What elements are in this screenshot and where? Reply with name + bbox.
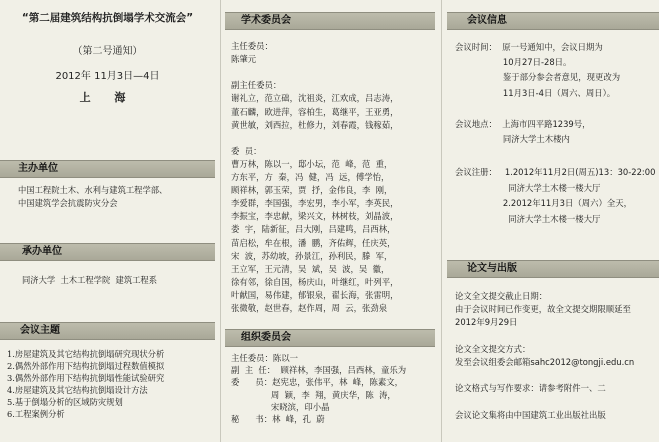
topics-heading: 会议主题 (20, 325, 60, 336)
papers-line: 发至会议组委会邮箱sahc2012@tongji.edu.cn (455, 357, 635, 367)
fold-line (441, 0, 442, 442)
committee-line: 王立军，王元清，吴 斌，吴 波，吴 徽， (231, 263, 390, 274)
committee-line: 李振宝，李忠献，梁兴文，林树枝，刘晶波， (231, 211, 399, 222)
topics-bar (0, 322, 215, 340)
committee-line: 曹万林，陈以一，邸小坛，范 峰，范 重， (231, 158, 393, 169)
meeting-info-bar (447, 12, 659, 30)
committee-line: 委 员： (231, 145, 262, 156)
committee-line: 顾祥林，郭玉荣，贾 抒，金伟良，李 刚， (231, 185, 393, 196)
committee-line: 娄 宇，陆新征，吕大刚，吕建鸣，吕西林， (231, 224, 396, 235)
committee-line: 副 主 任： 顾祥林，李国强，吕西林，童乐为 (231, 365, 407, 376)
organizer-heading: 主办单位 (18, 163, 58, 174)
committee-line: 方东平，方 秦，冯 健，冯 远，傅学怡， (231, 172, 390, 182)
committee-line: 苗启松，牟在根，潘 鹏，齐佑辉，任庆英， (231, 237, 396, 248)
papers-line: 由于会议时间已作变更，故全文提交期限顺延至 (455, 304, 631, 315)
conference-title: “第二届建筑结构抗倒塌学术交流会” (21, 12, 194, 24)
committee-line: 宋晓滨，印小晶 (231, 401, 330, 412)
papers-line: 论文全文提交截止日期： (455, 291, 548, 301)
committee-line: 宋 波，苏幼坡，孙景江，孙利民，滕 军， (231, 250, 393, 261)
papers-line: 论文格式与写作要求：请参考附件一、二 (455, 383, 606, 394)
organizer-line: 中国工程院土木、水利与建筑工程学部、 (18, 185, 168, 195)
info-line: 会议时间： 原一号通知中，会议日期为 (455, 42, 603, 52)
left-panel (0, 0, 215, 442)
committee-line: 黄世敏，刘西拉，杜修力，刘春霞，钱稼茹， (231, 119, 399, 130)
papers-heading: 论文与出版 (467, 263, 517, 274)
co-organizer-line: 同济大学 土木工程学院 建筑工程系 (22, 275, 158, 285)
info-line: 鉴于部分参会者意见，现更改为 (455, 72, 621, 83)
right-panel (447, 0, 659, 442)
info-line: 2.2012年11月3日（周六）全天， (455, 198, 632, 209)
committee-line: 委 员：赵宪忠，张伟平，林 峰，陈素文， (231, 377, 404, 388)
committee-line: 陈肇元 (231, 54, 257, 65)
committee-line: 秘 书：林 峰，孔 蔚 (231, 414, 325, 424)
co-organizer-heading: 承办单位 (22, 246, 62, 257)
committee-line: 徐有邻，徐自国，杨庆山，叶继红，叶列平， (231, 276, 399, 287)
co-organizer-bar (0, 243, 215, 261)
meeting-info-heading: 会议信息 (467, 15, 507, 26)
academic-committee-bar (225, 12, 435, 30)
organizing-committee-heading: 组织委员会 (241, 332, 291, 343)
topic-item: 2.偶然外部作用下结构抗倒塌过程数值模拟 (7, 361, 165, 371)
organizer-line: 中国建筑学会抗震防灾分会 (18, 198, 118, 208)
papers-line: 会议论文集将由中国建筑工业出版社出版 (455, 409, 606, 420)
committee-line: 李爱群，李国强，李宏男，李小军，李英民， (231, 198, 399, 209)
notice-number: （第二号通知） (72, 46, 143, 57)
info-line: 同济大学土木楼内 (455, 134, 570, 145)
info-line: 10月27日-28日。 (455, 57, 572, 68)
info-line: 同济大学土木楼一楼大厅 (455, 182, 601, 193)
topic-item: 4.房屋建筑及其它结构抗倒塌设计方法 (7, 385, 148, 395)
conference-date: 2012年 11月3日—4日 (55, 71, 160, 82)
middle-panel (225, 0, 435, 442)
committee-line: 叶献国，易伟建，郁银泉，翟长海，张雷明， (231, 289, 399, 300)
organizer-bar (0, 160, 215, 178)
committee-line: 张微敬，赵世春，赵作周，周 云，张劲泉 (231, 303, 388, 313)
organizing-committee-bar (225, 329, 435, 347)
academic-committee-heading: 学术委员会 (241, 15, 291, 26)
info-line: 会议注册： 1.2012年11月2日(周五)13：30-22:00 (455, 167, 656, 177)
topic-item: 3.偶然外部作用下结构抗倒塌性能试验研究 (7, 373, 165, 383)
topic-item: 5.基于倒塌分析的区域防灾规划 (7, 397, 123, 407)
info-line: 同济大学土木楼一楼大厅 (455, 213, 601, 224)
papers-line: 2012年9月29日 (455, 317, 518, 328)
fold-line (220, 0, 221, 442)
papers-bar (447, 260, 659, 278)
committee-line: 副主任委员： (231, 80, 282, 91)
committee-line: 主任委员： (231, 41, 273, 51)
committee-line: 周 颖，李 翔，黄庆华，陈 涛， (231, 389, 396, 400)
committee-line: 主任委员：陈以一 (231, 353, 298, 363)
committee-line: 谢礼立，范立础，沈祖炎，江欢成，吕志涛， (231, 93, 399, 104)
topic-item: 1.房屋建筑及其它结构抗倒塌研究现状分析 (7, 349, 165, 359)
committee-line: 董石麟，欧进萍，容柏生，葛继平，王亚勇， (231, 106, 399, 117)
topic-item: 6.工程案例分析 (7, 409, 65, 419)
conference-place: 上 海 (79, 91, 136, 104)
info-line: 会议地点： 上海市四平路1239号， (455, 119, 591, 129)
info-line: 11月3日-4日（周六、周日）。 (455, 87, 616, 98)
papers-line: 论文全文提交方式： (455, 343, 531, 354)
